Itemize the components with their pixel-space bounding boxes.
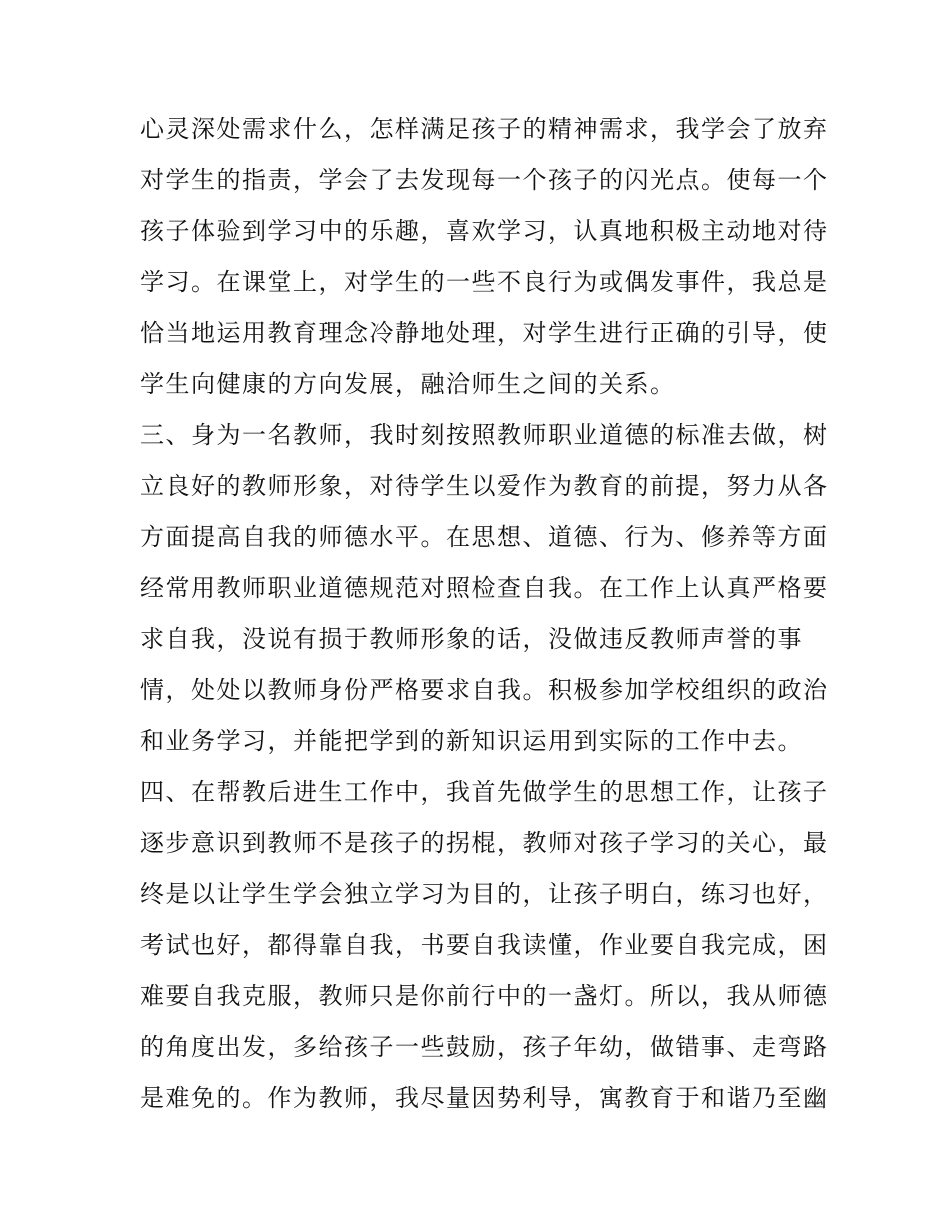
text-line: 心灵深处需求什么，怎样满足孩子的精神需求，我学会了放弃: [140, 115, 829, 143]
text-line: 的角度出发，多给孩子一些鼓励，孩子年幼，做错事、走弯路: [140, 1033, 829, 1061]
text-line: 求自我，没说有损于教师形象的话，没做违反教师声誉的事: [140, 625, 803, 653]
text-line: 逐步意识到教师不是孩子的拐棍，教师对孩子学习的关心，最: [140, 829, 829, 857]
text-line: 情，处处以教师身份严格要求自我。积极参加学校组织的政治: [140, 676, 829, 704]
text-line: 考试也好，都得靠自我，书要自我读懂，作业要自我完成，困: [140, 931, 829, 959]
text-line: 经常用教师职业道德规范对照检查自我。在工作上认真严格要: [140, 574, 829, 602]
text-line: 是难免的。作为教师，我尽量因势利导，寓教育于和谐乃至幽: [140, 1084, 829, 1112]
text-line: 对学生的指责，学会了去发现每一个孩子的闪光点。使每一个: [140, 166, 829, 194]
body-text: [140, 104, 830, 1124]
text-line: 和业务学习，并能把学到的新知识运用到实际的工作中去。: [140, 727, 803, 755]
text-line: 孩子体验到学习中的乐趣，喜欢学习，认真地积极主动地对待: [140, 217, 829, 245]
text-line: 学习。在课堂上，对学生的一些不良行为或偶发事件，我总是: [140, 268, 829, 296]
text-line: 立良好的教师形象，对待学生以爱作为教育的前提，努力从各: [140, 472, 829, 500]
text-line: 四、在帮教后进生工作中，我首先做学生的思想工作，让孩子: [140, 778, 829, 806]
text-line: 难要自我克服，教师只是你前行中的一盏灯。所以，我从师德: [140, 982, 829, 1010]
text-line: 学生向健康的方向发展，融洽师生之间的关系。: [140, 370, 676, 398]
text-line: 方面提高自我的师德水平。在思想、道德、行为、修养等方面: [140, 523, 829, 551]
text-line: 三、身为一名教师，我时刻按照教师职业道德的标准去做，树: [140, 421, 829, 449]
text-line: 终是以让学生学会独立学习为目的，让孩子明白，练习也好，: [140, 880, 829, 908]
text-line: 恰当地运用教育理念冷静地处理，对学生进行正确的引导，使: [140, 319, 829, 347]
